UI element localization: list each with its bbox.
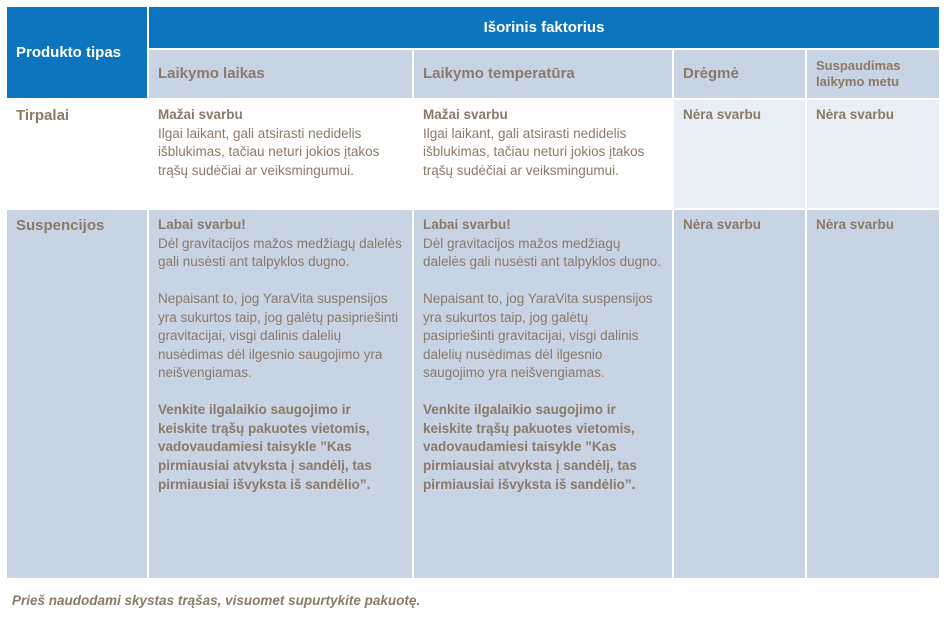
cell-lead: Nėra svarbu (683, 107, 762, 122)
cell-lead: Nėra svarbu (683, 217, 762, 232)
cell-paragraph: Dėl gravitacijos mažos medžiagų dalelės gali nusėsti ant talpyklos dugno. (158, 235, 402, 270)
cell-paragraph: Ilgai laikant, gali atsirasti nedidelis išblukimas, tačiau neturi jokios įtakos trąšų sudėčiai ar veiksmingumui. (423, 125, 645, 178)
cell-paragraph: Nepaisant to, jog YaraVita suspensijos yra sukurtos taip, jog galėtų pasipriešinti gravitacijai, visgi dalinis dalelių nusėdimas dėl ilgesnio saugojimo yra neišvengiamas. (423, 290, 653, 381)
column-header-laikymo-laikas: Laikymo laikas (149, 50, 412, 98)
cell-lead: Labai svarbu! (423, 217, 511, 232)
cell-suspencijos-suspaudimas (807, 210, 939, 578)
cell-lead: Mažai svarbu (158, 107, 243, 122)
row-label-suspencijos: Suspencijos (7, 210, 147, 578)
cell-lead: Mažai svarbu (423, 107, 508, 122)
column-header-laikymo-temperatura: Laikymo temperatūra (414, 50, 672, 98)
row-label-tirpalai: Tirpalai (7, 100, 147, 208)
cell-tirpalai-laikymo-temperatura (414, 100, 672, 208)
table-row-tirpalai (7, 100, 939, 208)
header-row-group (7, 7, 939, 48)
cell-paragraph-bold: Venkite ilgalaikio saugojimo ir keiskite trąšų pakuotes vietomis, vadovaudamiesi taisykle ”Kas pirmiausiai atvyksta į sandėlį, tas pirmiausiai išvyksta iš sandėlio”. (423, 402, 637, 492)
cell-suspencijos-laikymo-temperatura (414, 210, 672, 578)
cell-lead: Nėra svarbu (816, 217, 895, 232)
storage-factors-table (5, 5, 941, 580)
cell-tirpalai-dregme (674, 100, 805, 208)
cell-paragraph-bold: Venkite ilgalaikio saugojimo ir keiskite trąšų pakuotes vietomis, vadovaudamiesi taisykle ”Kas pirmiausiai atvyksta į sandėlį, tas pirmiausiai išvyksta iš sandėlio”. (158, 402, 372, 492)
cell-lead: Nėra svarbu (816, 107, 895, 122)
group-header-isorinis-faktorius: Išorinis faktorius (149, 7, 939, 48)
cell-tirpalai-suspaudimas (807, 100, 939, 208)
cell-tirpalai-laikymo-laikas (149, 100, 412, 208)
cell-paragraph: Dėl gravitacijos mažos medžiagų dalelės gali nusėsti ant talpyklos dugno. (423, 235, 661, 270)
cell-suspencijos-dregme (674, 210, 805, 578)
column-header-suspaudimas: Suspaudimas laikymo metu (807, 50, 939, 98)
table-row-suspencijos (7, 210, 939, 578)
cell-paragraph: Ilgai laikant, gali atsirasti nedidelis išblukimas, tačiau neturi jokios įtakos trąšų sudėčiai ar veiksmingumui. (158, 125, 380, 178)
cell-suspencijos-laikymo-laikas (149, 210, 412, 578)
cell-paragraph: Nepaisant to, jog YaraVita suspensijos yra sukurtos taip, jog galėtų pasipriešinti gravitacijai, visgi dalinis dalelių nusėdimas dėl ilgesnio saugojimo yra neišvengiamas. (158, 290, 399, 381)
column-header-dregme: Drėgmė (674, 50, 805, 98)
cell-lead: Labai svarbu! (158, 217, 246, 232)
footer-note: Prieš naudodami skystas trąšas, visuomet supurtykite pakuotę. (12, 593, 421, 608)
corner-header-produkto-tipas: Produkto tipas (7, 7, 147, 98)
